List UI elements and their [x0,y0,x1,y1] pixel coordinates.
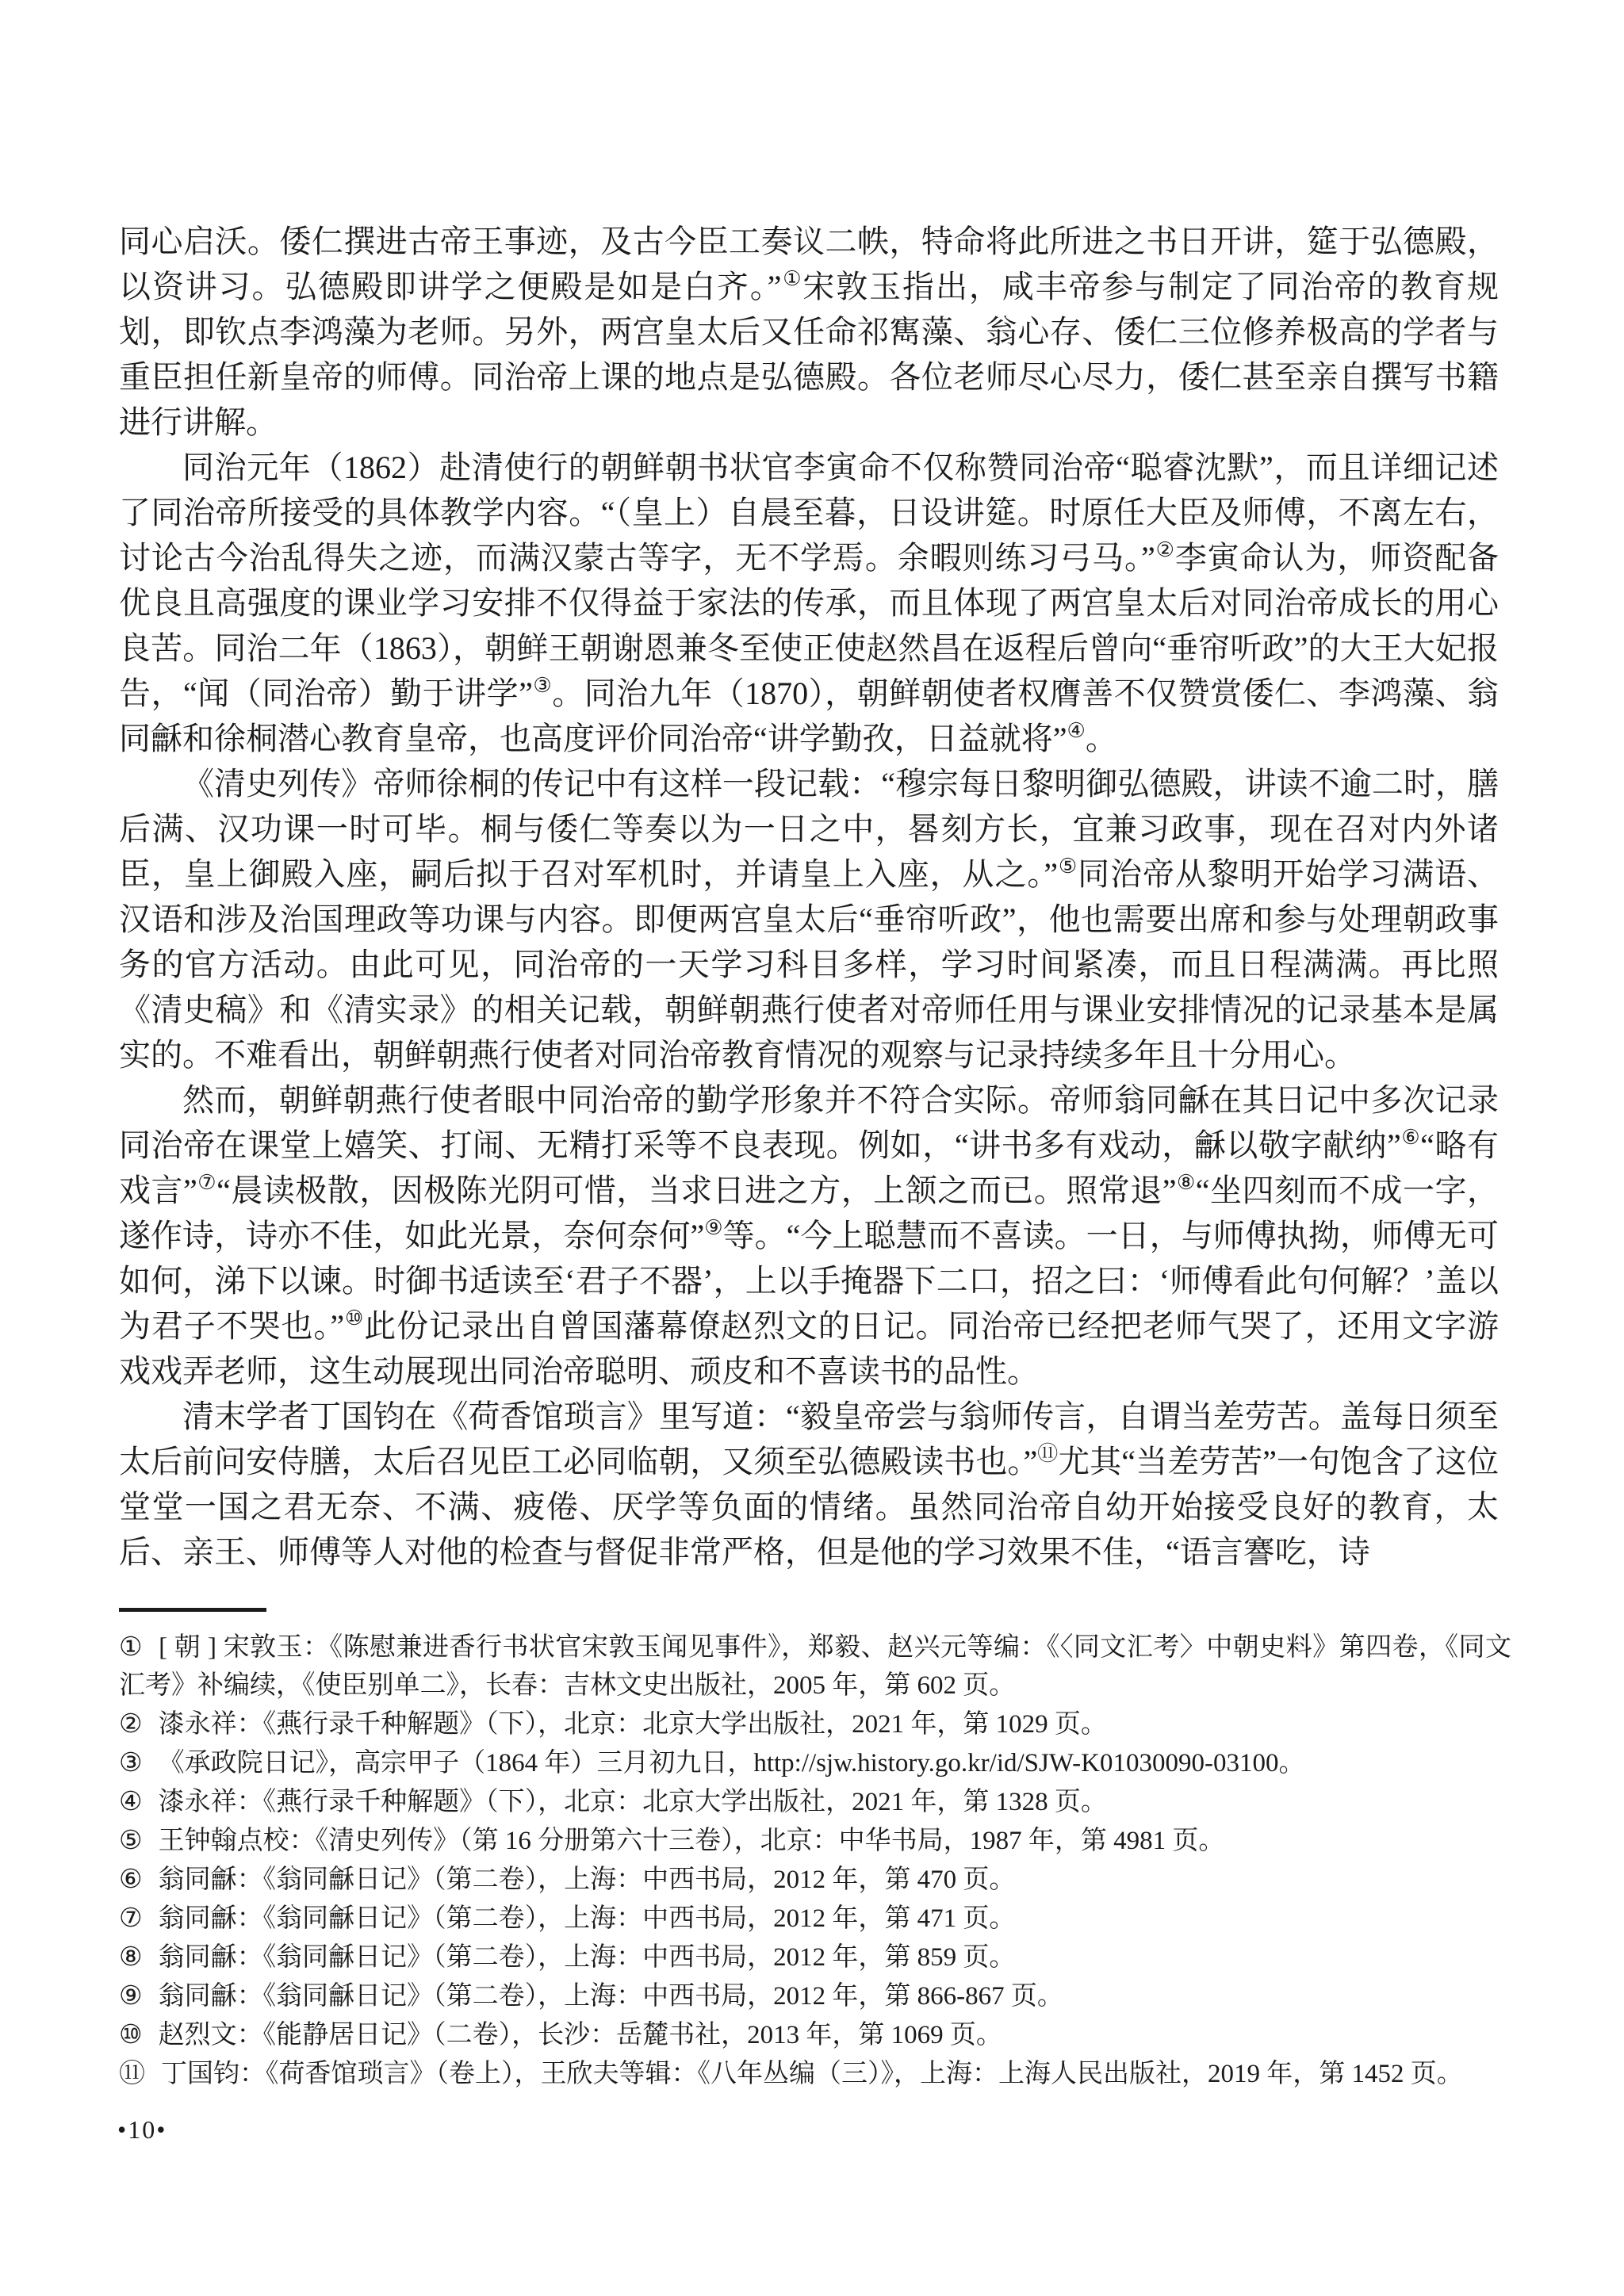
footnote-marker: ⑧ [119,1943,143,1972]
footnote-text: [ 朝 ] 宋敦玉：《陈慰兼进香行书状官宋敦玉闻见事件》，郑毅、赵兴元等编：《〈同文汇考〉中朝史料》第四卷，《同文汇考》补编续，《使臣别单二》，长春：吉林文史出版社，2005 年，第 602 页。 [119,1633,1511,1700]
footnote-item [119,1938,1511,1976]
footnote-text: 漆永祥：《燕行录千种解题》（下），北京：北京大学出版社，2021 年，第 1029 页。 [158,1710,1107,1739]
footnote-text: 丁国钧：《荷香馆琐言》（卷上），王欣夫等辑：《八年丛编（三）》，上海：上海人民出版社，2019 年，第 1452 页。 [161,2060,1463,2088]
body-paragraph: 清末学者丁国钧在《荷香馆琐言》里写道：“毅皇帝尝与翁师传言，自谓当差劳苦。盖每日须至太后前问安侍膳，太后召见臣工必同临朝，又须至弘德殿读书也。”⑪尤其“当差劳苦”一句饱含了这位堂堂一国之君无奈、不满、疲倦、厌学等负面的情绪。虽然同治帝自幼开始接受良好的教育，太后、亲王、师傅等人对他的检查与督促非常严格，但是他的学习效果不佳，“语言謇吃，诗 [119,1399,1499,1570]
footnote-item [119,2016,1511,2054]
footnote-marker: ③ [119,1749,143,1777]
body-text [119,219,1499,1575]
footnote-text: 翁同龢：《翁同龢日记》（第二卷），上海：中西书局，2012 年，第 470 页。 [158,1866,1016,1894]
body-paragraph: 《清史列传》帝师徐桐的传记中有这样一段记载：“穆宗每日黎明御弘德殿，讲读不逾二时，膳后满、汉功课一时可毕。桐与倭仁等奏以为一日之中，晷刻方长，宜兼习政事，现在召对内外诸臣，皇上御殿入座，嗣后拟于召对军机时，并请皇上入座，从之。”⑤同治帝从黎明开始学习满语、汉语和涉及治国理政等功课与内容。即便两宫皇太后“垂帘听政”，他也需要出席和参与处理朝政事务的官方活动。由此可见，同治帝的一天学习科目多样，学习时间紧凑，而且日程满满。再比照《清史稿》和《清实录》的相关记载，朝鲜朝燕行使者对帝师任用与课业安排情况的记录基本是属实的。不难看出，朝鲜朝燕行使者对同治帝教育情况的观察与记录持续多年且十分用心。 [119,766,1500,1073]
footnote-marker: ⑩ [119,2021,143,2049]
footnote-marker: ④ [119,1788,143,1816]
body-paragraph: 然而，朝鲜朝燕行使者眼中同治帝的勤学形象并不符合实际。帝师翁同龢在其日记中多次记录同治帝在课堂上嬉笑、打闹、无精打采等不良表现。例如，“讲书多有戏动，龢以敬字献纳”⑥“略有戏言”⑦“晨读极散，因极陈光阴可惜，当求日进之方，上颔之而已。照常退”⑧“坐四刻而不成一字，遂作诗，诗亦不佳，如此光景，奈何奈何”⑨等。“今上聪慧而不喜读。一日，与师傅执拗，师傅无可如何，涕下以谏。时御书适读至‘君子不器’，上以手掩器下二口，招之曰：‘师傅看此句何解？’盖以为君子不哭也。”⑩此份记录出自曾国藩幕僚赵烈文的日记。同治帝已经把老师气哭了，还用文字游戏戏弄老师，这生动展现出同治帝聪明、顽皮和不喜读书的品性。 [119,1082,1500,1389]
footnote-text: 翁同龢：《翁同龢日记》（第二卷），上海：中西书局，2012 年，第 471 页。 [158,1904,1016,1933]
footnote-marker: ① [119,1633,144,1662]
footnote-marker: ② [119,1710,143,1739]
footnote-text: 《承政院日记》，高宗甲子（1864 年）三月初九日，http://sjw.history.go.kr/id/SJW-K01030090-03100。 [158,1749,1305,1777]
body-paragraph: 同心启沃。倭仁撰进古帝王事迹，及古今臣工奏议二帙，特命将此所进之书日开讲，筵于弘德殿，以资讲习。弘德殿即讲学之便殿是如是白齐。”①宋敦玉指出，咸丰帝参与制定了同治帝的教育规划，即钦点李鸿藻为老师。另外，两宫皇太后又任命祁寯藻、翁心存、倭仁三位修养极高的学者与重臣担任新皇帝的师傅。同治帝上课的地点是弘德殿。各位老师尽心尽力，倭仁甚至亲自撰写书籍进行讲解。 [119,224,1500,440]
footnote-text: 翁同龢：《翁同龢日记》（第二卷），上海：中西书局，2012 年，第 859 页。 [158,1943,1016,1972]
footnote-marker: ⑪ [119,2060,145,2088]
footnote-item [119,1977,1511,2015]
footnote-marker: ⑦ [119,1904,143,1933]
page-number: •10• [117,2115,167,2144]
footnote-text: 翁同龢：《翁同龢日记》（第二卷），上海：中西书局，2012 年，第 866-867 页。 [158,1982,1063,2011]
footnote-item [119,1861,1511,1899]
footnote-item [119,1822,1511,1860]
footnote-item [119,1628,1511,1705]
footnote-divider [119,1608,266,1612]
footnote-item [119,1900,1511,1938]
footnote-text: 赵烈文：《能静居日记》（二卷），长沙：岳麓书社，2013 年，第 1069 页。 [158,2021,1002,2049]
footnote-text: 漆永祥：《燕行录千种解题》（下），北京：北京大学出版社，2021 年，第 1328 页。 [158,1788,1107,1816]
footnote-item [119,1744,1511,1782]
footnote-item [119,1705,1511,1743]
footnote-text: 王钟翰点校：《清史列传》（第 16 分册第六十三卷），北京：中华书局，1987 年，第 4981 页。 [158,1827,1225,1855]
footnote-marker: ⑤ [119,1827,143,1855]
body-paragraph: 同治元年（1862）赴清使行的朝鲜朝书状官李寅命不仅称赞同治帝“聪睿沈默”，而且详细记述了同治帝所接受的具体教学内容。“（皇上）自晨至暮，日设讲筵。时原任大臣及师傅，不离左右，讨论古今治乱得失之迹，而满汉蒙古等字，无不学焉。余暇则练习弓马。”②李寅命认为，师资配备优良且高强度的课业学习安排不仅得益于家法的传承，而且体现了两宫皇太后对同治帝成长的用心良苦。同治二年（1863），朝鲜王朝谢恩兼冬至使正使赵然昌在返程后曾向“垂帘听政”的大王大妃报告，“闻（同治帝）勤于讲学”③。同治九年（1870），朝鲜朝使者权膺善不仅赞赏倭仁、李鸿藻、翁同龢和徐桐潜心教育皇帝，也高度评价同治帝“讲学勤孜，日益就将”④。 [119,450,1500,756]
footnote-marker: ⑨ [119,1982,143,2011]
footnote-item [119,2055,1511,2093]
footnotes [119,1628,1511,2094]
footnote-marker: ⑥ [119,1866,143,1894]
footnote-item [119,1783,1511,1821]
